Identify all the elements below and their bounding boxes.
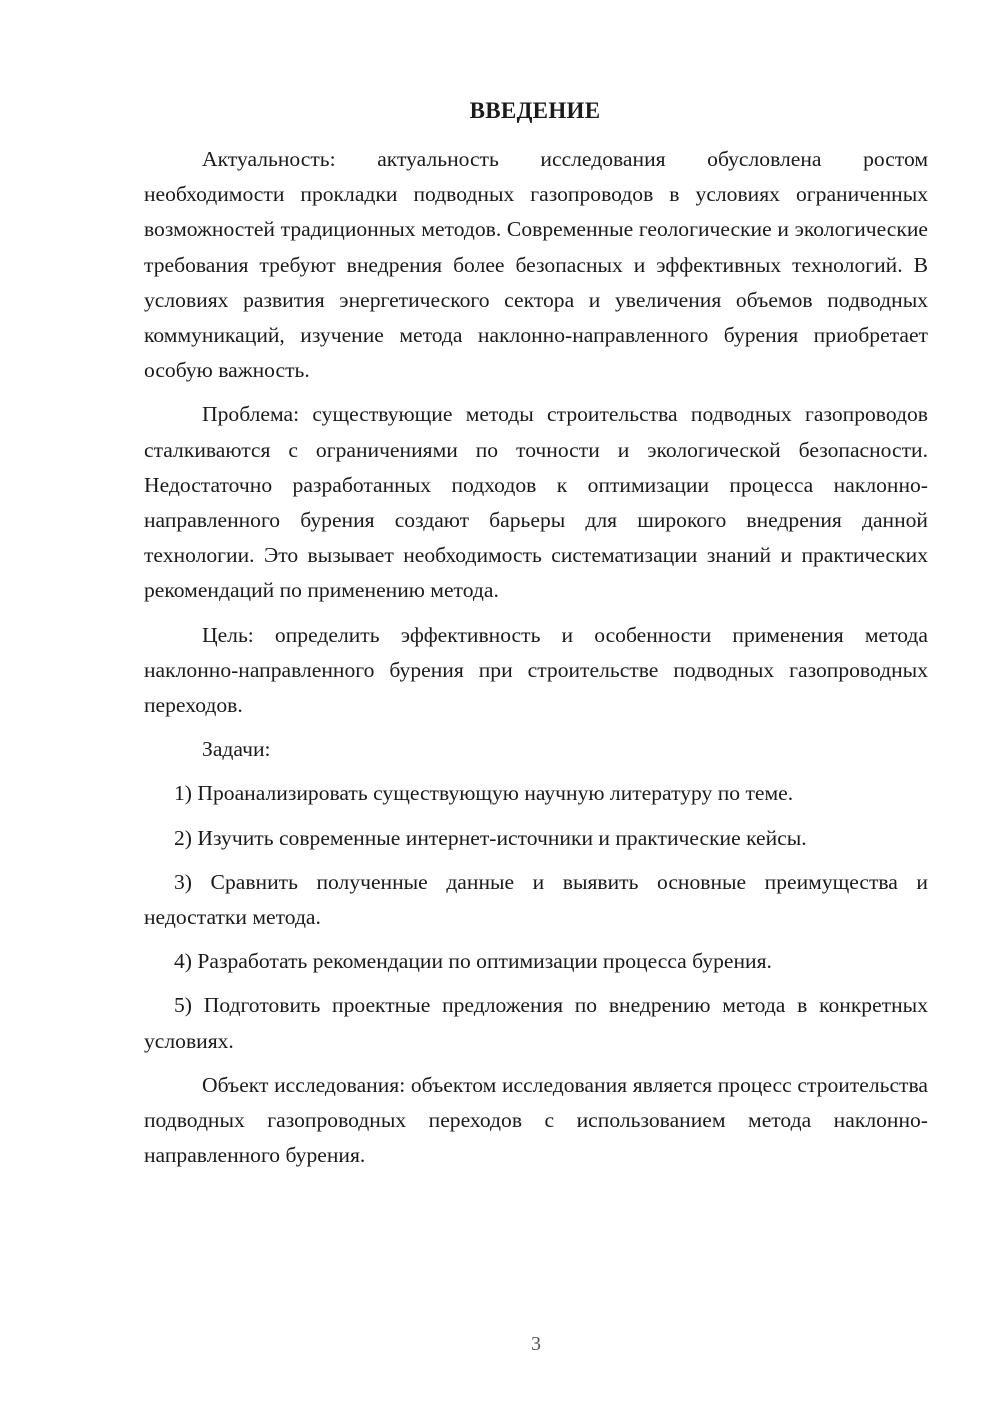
section-heading: ВВЕДЕНИЕ: [469, 98, 601, 123]
task-item: 3) Сравнить полученные данные и выявить основные преимущества и недостатки метода.: [144, 869, 928, 930]
page-number: 3: [531, 1333, 541, 1355]
task-item: 5) Подготовить проектные предложения по внедрению метода в конкретных условиях.: [144, 993, 928, 1053]
paragraph-relevance: Актуальность: актуальность исследования обусловлена ростом необходимости прокладки подводных газопроводов в условиях ограниченных возможностей традиционных методов. Современные геологические и экологические требования требуют внедрения более безопасных и эффективных технологий. В условиях развития энергетического сектора и увеличения объемов подводных коммуникаций, изучение метода наклонно-направленного бурения приобретает особую важность.: [144, 147, 928, 383]
task-item: 4) Разработать рекомендации по оптимизации процесса бурения.: [174, 949, 772, 974]
task-item: 2) Изучить современные интернет-источники и практические кейсы.: [174, 825, 807, 850]
paragraph-tasks-label: Задачи:: [202, 737, 271, 762]
paragraph-object: Объект исследования: объектом исследования является процесс строительства подводных газопроводных переходов с использованием метода наклонно-направленного бурения.: [144, 1072, 928, 1168]
body-text: [144, 142, 928, 1182]
paragraph-goal: Цель: определить эффективность и особенности применения метода наклонно-направленного бурения при строительстве подводных газопроводных переходов.: [144, 622, 928, 718]
paragraph-problem: Проблема: существующие методы строительства подводных газопроводов сталкиваются с ограничениями по точности и экологической безопасности. Недостаточно разработанных подходов к оптимизации процесса наклонно-направленного бурения создают барьеры для широкого внедрения данной технологии. Это вызывает необходимость систематизации знаний и практических рекомендаций по применению метода.: [144, 402, 928, 603]
task-item: 1) Проанализировать существующую научную литературу по теме.: [174, 781, 794, 806]
